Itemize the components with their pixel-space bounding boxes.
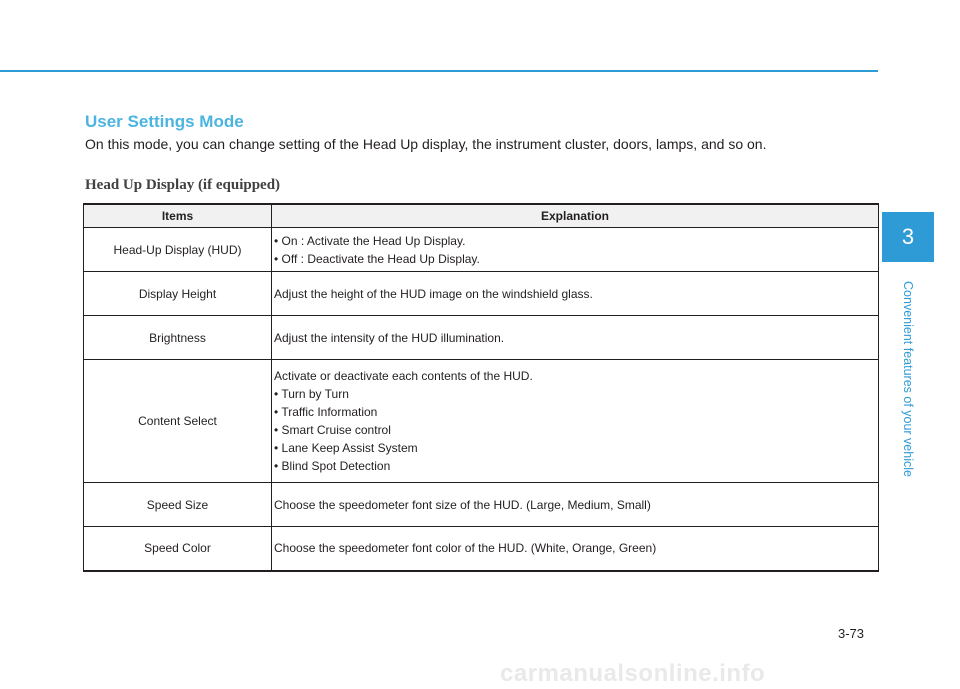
- subsection-title: Head Up Display (if equipped): [85, 177, 281, 193]
- explanation-cell: [272, 527, 879, 571]
- table-row: [84, 316, 879, 360]
- explanation-line: • Turn by Turn: [274, 387, 349, 401]
- item-cell: Content Select: [84, 360, 272, 483]
- header-items: Items: [84, 204, 272, 228]
- explanation-line: Choose the speedometer font size of the HUD. (Large, Medium, Small): [274, 497, 651, 512]
- intro-text: On this mode, you can change setting of the Head Up display, the instrument cluster, doors, lamps, and so on.: [85, 136, 767, 152]
- explanation-line: Activate or deactivate each contents of the HUD.: [274, 369, 533, 383]
- explanation-cell: [272, 316, 879, 360]
- explanation-line: • On : Activate the Head Up Display.: [274, 233, 466, 248]
- item-cell: Speed Color: [84, 527, 272, 571]
- explanation-line: • Traffic Information: [274, 405, 378, 419]
- explanation-line: • Lane Keep Assist System: [274, 441, 418, 455]
- table-row: [84, 272, 879, 316]
- explanation-line: • Off : Deactivate the Head Up Display.: [274, 251, 480, 266]
- hud-settings-table: [83, 203, 879, 572]
- chapter-number-tab: 3: [882, 212, 934, 262]
- table-row: [84, 527, 879, 571]
- chapter-title-vertical: Convenient features of your vehicle: [901, 281, 915, 477]
- header-explanation: Explanation: [272, 204, 879, 228]
- item-cell: Head-Up Display (HUD): [84, 228, 272, 272]
- table-row: [84, 483, 879, 527]
- explanation-cell: [272, 228, 879, 272]
- explanation-line: • Blind Spot Detection: [274, 459, 391, 473]
- table-header-row: [84, 204, 879, 228]
- explanation-line: Adjust the height of the HUD image on the windshield glass.: [274, 286, 593, 301]
- top-rule: [0, 70, 878, 72]
- explanation-cell: [272, 483, 879, 527]
- table-row: [84, 360, 879, 483]
- section-title: User Settings Mode: [85, 112, 244, 131]
- explanation-line: • Smart Cruise control: [274, 423, 391, 437]
- explanation-cell: [272, 360, 879, 483]
- explanation-cell: [272, 272, 879, 316]
- explanation-line: Choose the speedometer font color of the HUD. (White, Orange, Green): [274, 541, 657, 556]
- explanation-line: Adjust the intensity of the HUD illumination.: [274, 330, 505, 345]
- page-number: 3-73: [838, 626, 865, 641]
- item-cell: Speed Size: [84, 483, 272, 527]
- watermark: carmanualsonline.info: [500, 660, 766, 687]
- item-cell: Brightness: [84, 316, 272, 360]
- table-row: [84, 228, 879, 272]
- item-cell: Display Height: [84, 272, 272, 316]
